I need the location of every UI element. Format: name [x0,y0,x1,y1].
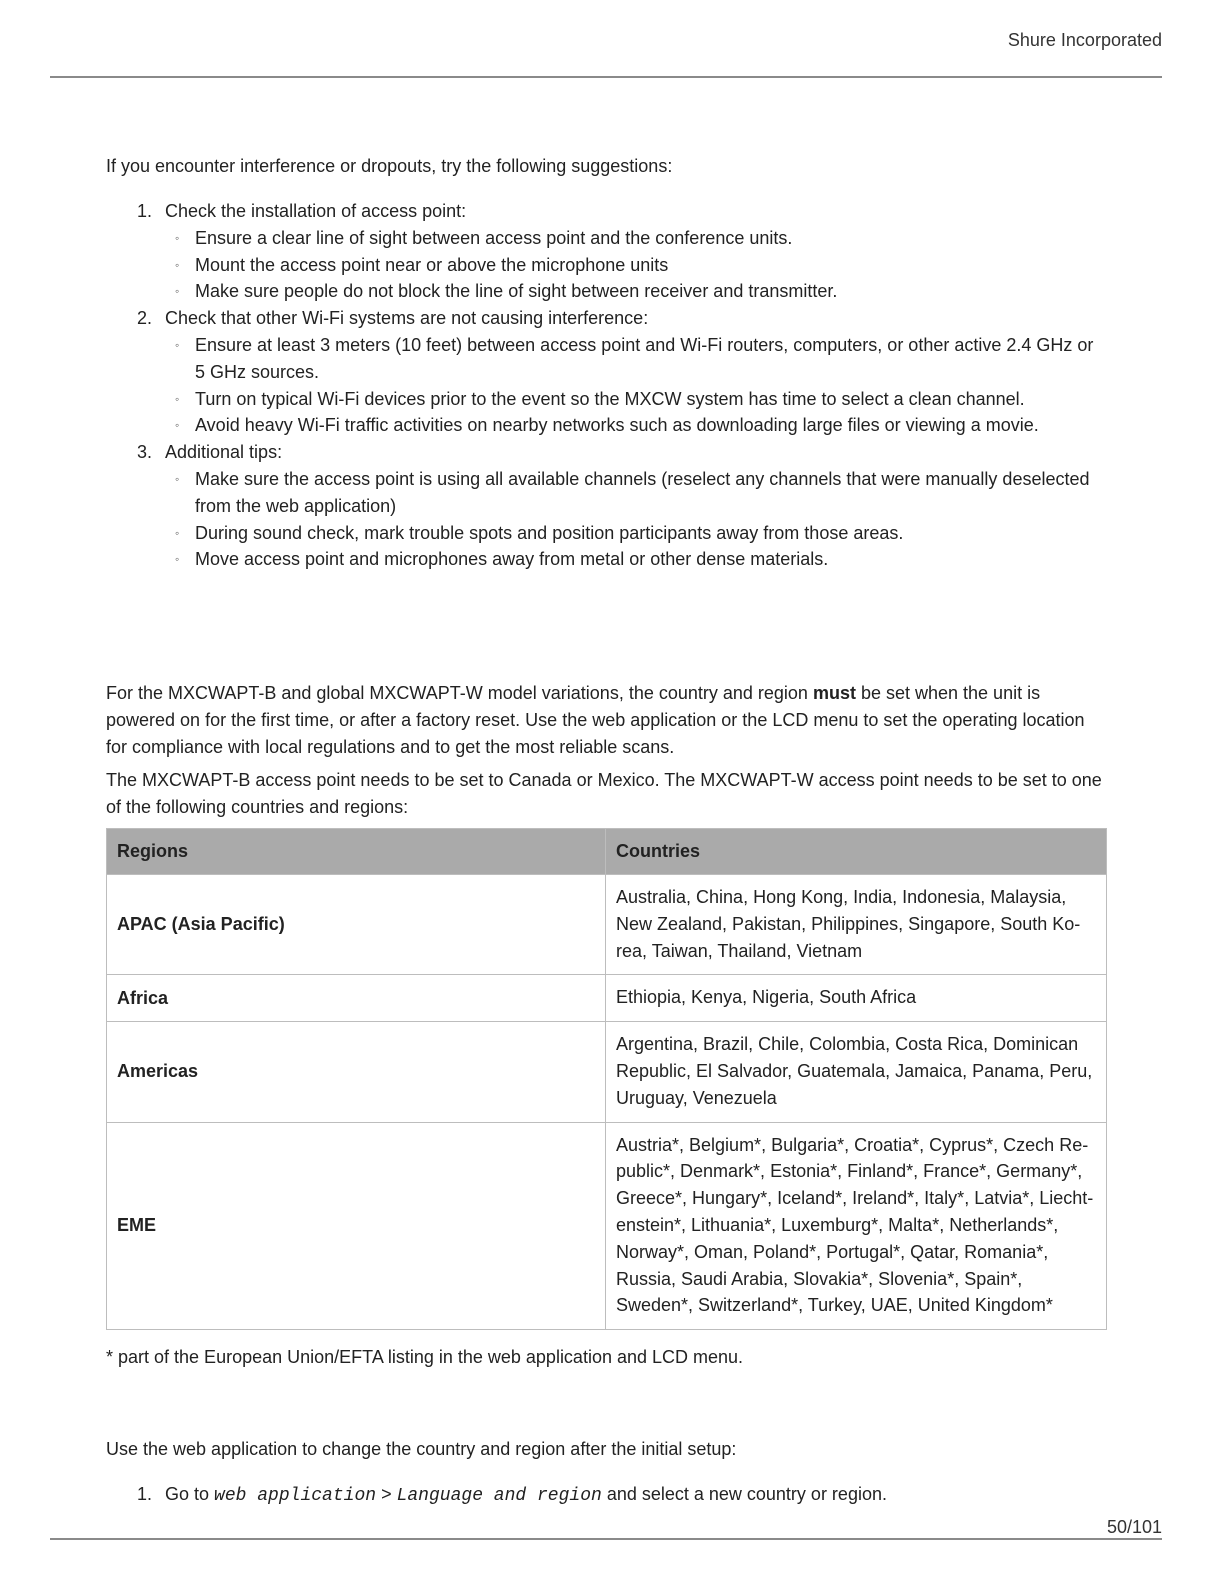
regions-table [106,828,1107,1330]
header-company: Shure Incorporated [1007,30,1162,50]
step-number: 1. [137,1484,153,1504]
step-number: 1. [137,201,153,221]
countries-cell: Ethiopia, Kenya, Nigeria, South Africa [606,975,1107,1022]
step-text: Check that other Wi-Fi systems are not causing interference: [165,308,649,329]
list-item: ◦ Make sure people do not block the line of sight between receiver and transmitter. [165,278,1106,305]
region-setup-paragraph: For the MXCWAPT-B and global MXCWAPT-W model variations, the country and region must be set when the unit is powered on for the first time, or after a factory reset. Use the web application or the LCD menu to set the operating location for compliance with local regulations and to get the most reliable scans. [106,683,1085,757]
interference-steps [106,198,1106,573]
bullet-icon: ◦ [175,391,180,406]
header-divider [50,76,1162,78]
list-item: ◦ Ensure a clear line of sight between access point and the conference units. [165,225,1106,252]
table-row [107,975,1107,1022]
emphasis-must: must [812,683,856,703]
list-item: ◦ Ensure at least 3 meters (10 feet) between access point and Wi-Fi routers, computers, or other active 2.4 GHz or 5 GHz sources. [165,332,1106,386]
list-item: ◦ Make sure the access point is using all available channels (reselect any channels that were manually deselected from the web application) [165,466,1106,520]
countries-cell: Argentina, Brazil, Chile, Colombia, Costa Rica, Dominican Republic, El Salvador, Guatemala, Jamaica, Panama, Peru, Uruguay, Venezuela [606,1022,1107,1122]
page-number: 50/101 [1106,1517,1162,1537]
region-cell: Americas [107,1022,606,1122]
table-row [107,1122,1107,1330]
bullet-icon: ◦ [175,552,180,567]
bullet-list [165,225,1106,305]
step-3 [106,439,1106,573]
step-text: Check the installation of access point: [165,201,467,221]
column-header-countries: Countries [606,829,1107,875]
step-number: 3. [137,442,153,463]
bullet-icon: ◦ [175,418,180,433]
bullet-icon: ◦ [175,230,180,245]
list-item: ◦ Avoid heavy Wi-Fi traffic activities on nearby networks such as downloading large files or viewing a movie. [165,412,1106,439]
change-region-intro: Use the web application to change the country and region after the initial setup: [106,1439,737,1459]
step-number: 2. [137,308,153,329]
list-item: ◦ Move access point and microphones away from metal or other dense materials. [165,546,1106,573]
countries-cell: Austria*, Belgium*, Bulgaria*, Croatia*, Cyprus*, Czech Republic*, Denmark*, Estonia*, Finland*, France*, Germany*, Greece*, Hungary*, Iceland*, Ireland*, Italy*, Latvia*, Liechtenstein*, Lithuania*, Luxemburg*, Malta*, Netherlands*, Norway*, Oman, Poland*, Portugal*, Qatar, Romania*, Russia, Saudi Arabia, Slovakia*, Slovenia*, Spain*, Sweden*, Switzerland*, Turkey, UAE, United Kingdom* [606,1122,1107,1330]
bullet-list [165,332,1106,439]
countries-cell: Australia, China, Hong Kong, India, Indonesia, Malaysia, New Zealand, Pakistan, Philippines, Singapore, South Korea, Taiwan, Thailand, Vietnam [606,875,1107,975]
region-cell: APAC (Asia Pacific) [107,875,606,975]
bullet-icon: ◦ [175,337,180,352]
bullet-icon: ◦ [175,525,180,540]
region-cell: Africa [107,975,606,1022]
list-item: ◦ During sound check, mark trouble spots and position participants away from those areas. [165,520,1106,547]
menu-path-language-region: Language and region [396,1486,602,1506]
bullet-icon: ◦ [175,257,180,272]
table-row [107,875,1107,975]
step-text: Additional tips: [165,442,283,463]
eu-efta-footnote: * part of the European Union/EFTA listing in the web application and LCD menu. [106,1347,744,1367]
region-cell: EME [107,1122,606,1330]
model-requirement-paragraph: The MXCWAPT-B access point needs to be set to Canada or Mexico. The MXCWAPT-W access point needs to be set to one of the following countries and regions: [106,770,1102,817]
footer-divider [50,1538,1162,1540]
change-region-step: 1. Go to web application > Language and region and select a new country or region. [106,1481,1106,1510]
bullet-icon: ◦ [175,284,180,299]
list-item: ◦ Mount the access point near or above the microphone units [165,252,1106,279]
list-item: ◦ Turn on typical Wi-Fi devices prior to the event so the MXCW system has time to select a clean channel. [165,386,1106,413]
table-row [107,1022,1107,1122]
bullet-list [165,466,1106,573]
interference-intro: If you encounter interference or dropouts, try the following suggestions: [106,156,673,176]
table-header-row [107,829,1107,875]
column-header-regions: Regions [107,829,606,875]
menu-path-web-application: web application [214,1486,377,1506]
step-1 [106,198,1106,305]
bullet-icon: ◦ [175,471,180,486]
step-2 [106,305,1106,439]
